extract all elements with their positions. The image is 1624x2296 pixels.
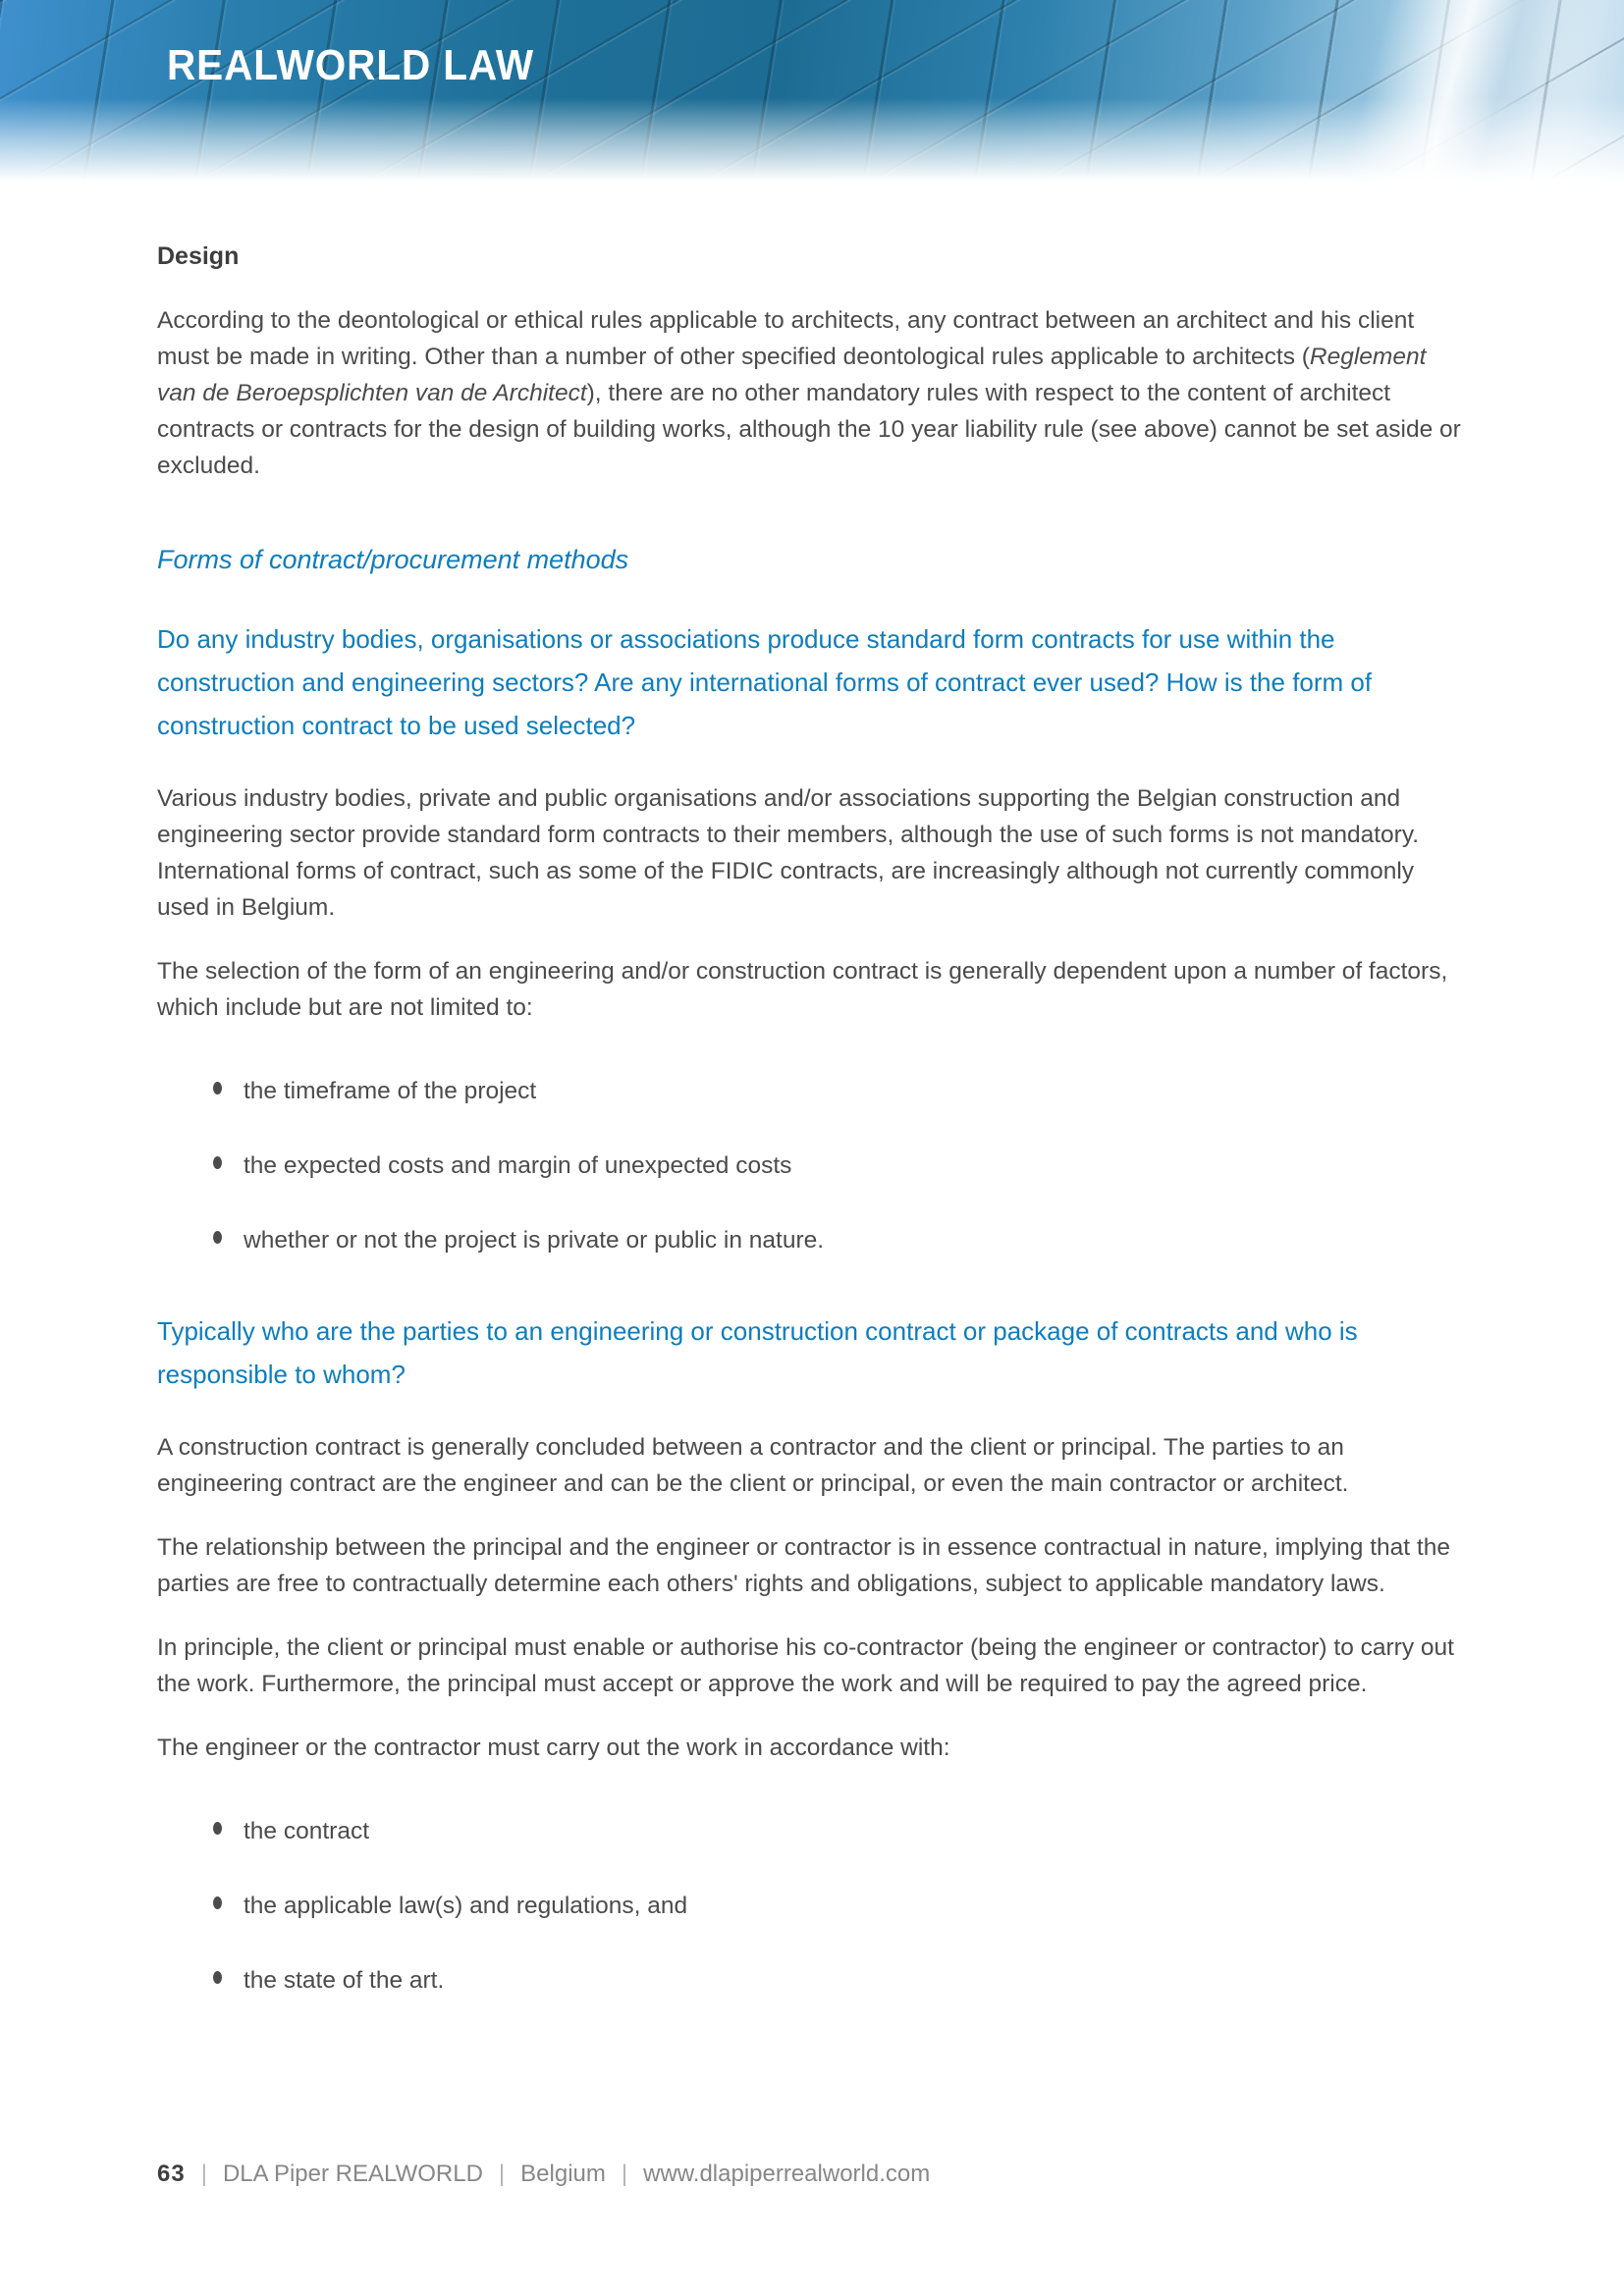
paragraph-deontological-text-after: ), there are no other mandatory rules with respect to the content of architect contracts or contracts for the design of building works, although the 10 year liability rule (see above) cannot be set aside or excluded. [157,380,1461,479]
paragraph-relationship-contractual: The relationship between the principal and the engineer or contractor is in essence contractual in nature, implying that the parties are free to contractually determine each others' rights and obligations, subject to applicable mandatory laws. [157,1534,1450,1597]
bullet-icon [213,1231,222,1244]
paragraph-deontological [157,302,1469,484]
paragraph-deontological-text-before: According to the deontological or ethical rules applicable to architects, any contract between an architect and his client must be made in writing. Other than a number of other specified deontological rules applicable to architects ( [157,307,1415,370]
question-contract-parties: Typically who are the parties to an engineering or construction contract or package of contracts and who is responsible to whom? [157,1316,1358,1389]
list-item [157,1813,1469,1849]
footer-separator: | [621,2161,628,2187]
footer-brand: DLA Piper REALWORLD [222,2161,483,2187]
bullet-icon [213,1156,222,1169]
list-item [157,1148,1469,1184]
question-standard-form-contracts: Do any industry bodies, organisations or associations produce standard form contracts for use within the construction and engineering sectors? Are any international forms of contract ever used? How is the form of construction contract to be used selected? [157,624,1373,740]
paragraph-deontological-italic-title: Reglement van de Beroepsplichten van de Architect [157,344,1427,406]
footer-separator: | [200,2161,207,2187]
footer-url: www.dlapiperrealworld.com [643,2161,931,2187]
bullet-icon [213,1822,222,1835]
list-item-label: the contract [244,1818,370,1844]
paragraph-selection-factors: The selection of the form of an engineering and/or construction contract is generally dependent upon a number of factors, which include but are not limited to: [157,958,1448,1021]
list-item-label: the state of the art. [244,1967,445,1994]
list-item-label: the applicable law(s) and regulations, and [244,1893,688,1919]
bullet-icon [213,1082,222,1095]
paragraph-work-in-accordance: The engineer or the contractor must carry out the work in accordance with: [157,1735,950,1761]
header-banner [0,0,1624,188]
bullet-icon [213,1971,222,1984]
footer-country: Belgium [520,2161,606,2187]
footer-separator: | [498,2161,506,2187]
brand-title: REALWORLD LAW [167,41,534,89]
page-number: 63 [157,2161,186,2187]
bullet-list-work-accordance [157,1813,1469,1999]
bullet-icon [213,1896,222,1909]
paragraph-construction-contract-parties: A construction contract is generally concluded between a contractor and the client or principal. The parties to an engineering contract are the engineer and can be the client or principal, or even the main contractor or architect. [157,1434,1349,1497]
paragraph-in-principle: In principle, the client or principal must enable or authorise his co-contractor (being the engineer or contractor) to carry out the work. Furthermore, the principal must accept or approve the work and will be required to pay the agreed price. [157,1634,1454,1697]
page-content [0,188,1624,1999]
list-item [157,1222,1469,1258]
section-heading-design: Design [157,242,240,270]
subheading-forms-of-contract: Forms of contract/procurement methods [157,545,629,574]
list-item [157,1888,1469,1924]
list-item [157,1073,1469,1109]
bullet-list-selection-factors [157,1073,1469,1258]
list-item-label: whether or not the project is private or public in nature. [244,1227,825,1254]
page-footer [157,2161,930,2188]
paragraph-various-bodies: Various industry bodies, private and public organisations and/or associations supporting the Belgian construction and engineering sector provide standard form contracts to their members, although the use of such forms is not mandatory. International forms of contract, such as some of the FIDIC contracts, are increasingly although not currently commonly used in Belgium. [157,785,1420,921]
list-item-label: the timeframe of the project [244,1078,537,1104]
list-item-label: the expected costs and margin of unexpected costs [244,1152,792,1179]
list-item [157,1962,1469,1999]
